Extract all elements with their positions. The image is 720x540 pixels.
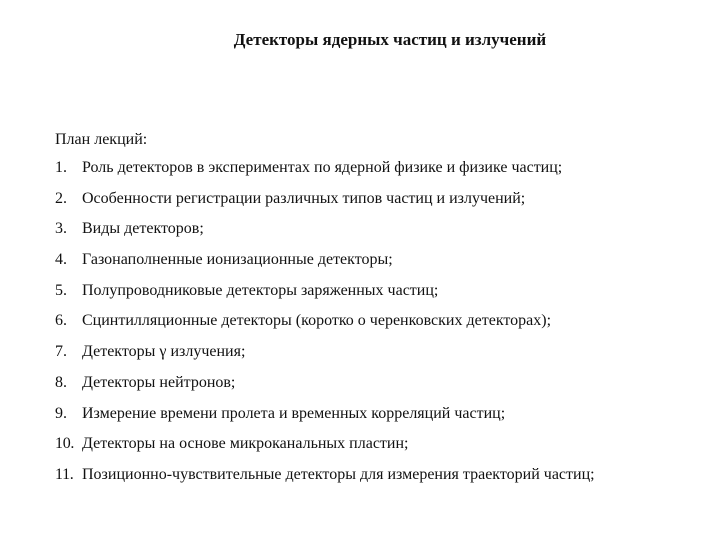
item-number: 5. xyxy=(55,281,67,299)
lecture-list xyxy=(55,159,715,497)
item-text: Полупроводниковые детекторы заряженных частиц; xyxy=(82,281,439,299)
plan-label: План лекций: xyxy=(55,131,148,148)
item-text: Детекторы на основе микроканальных пластин; xyxy=(82,435,409,453)
item-text: Детекторы нейтронов; xyxy=(82,373,236,391)
item-text: Сцинтилляционные детекторы (коротко о черенковских детекторах); xyxy=(82,312,552,330)
item-number: 8. xyxy=(55,373,67,391)
item-text: Виды детекторов; xyxy=(82,220,204,238)
list-item xyxy=(55,466,715,497)
list-item xyxy=(55,405,715,436)
item-number: 4. xyxy=(55,251,67,269)
list-item xyxy=(55,251,715,282)
item-number: 2. xyxy=(55,189,67,207)
list-item xyxy=(55,282,715,313)
item-text: Позиционно-чувствительные детекторы для измерения траекторий частиц; xyxy=(82,465,595,483)
item-number: 6. xyxy=(55,312,67,330)
list-item xyxy=(55,435,715,466)
list-item xyxy=(55,220,715,251)
item-number: 10. xyxy=(55,435,75,453)
item-number: 1. xyxy=(55,159,67,176)
list-item xyxy=(55,190,715,221)
item-text: Роль детекторов в экспериментах по ядерной физике и физике частиц; xyxy=(82,159,563,176)
slide-title: Детекторы ядерных частиц и излучений xyxy=(233,30,547,49)
list-item xyxy=(55,374,715,405)
item-text: Газонаполненные ионизационные детекторы; xyxy=(82,251,393,269)
item-text: Детекторы γ излучения; xyxy=(82,343,246,361)
item-number: 11. xyxy=(55,465,74,483)
list-item xyxy=(55,343,715,374)
list-item xyxy=(55,312,715,343)
item-text: Измерение времени пролета и временных корреляций частиц; xyxy=(82,404,506,422)
item-number: 9. xyxy=(55,404,67,422)
item-number: 7. xyxy=(55,343,67,361)
item-number: 3. xyxy=(55,220,67,238)
item-text: Особенности регистрации различных типов частиц и излучений; xyxy=(82,189,526,207)
list-item xyxy=(55,159,715,190)
